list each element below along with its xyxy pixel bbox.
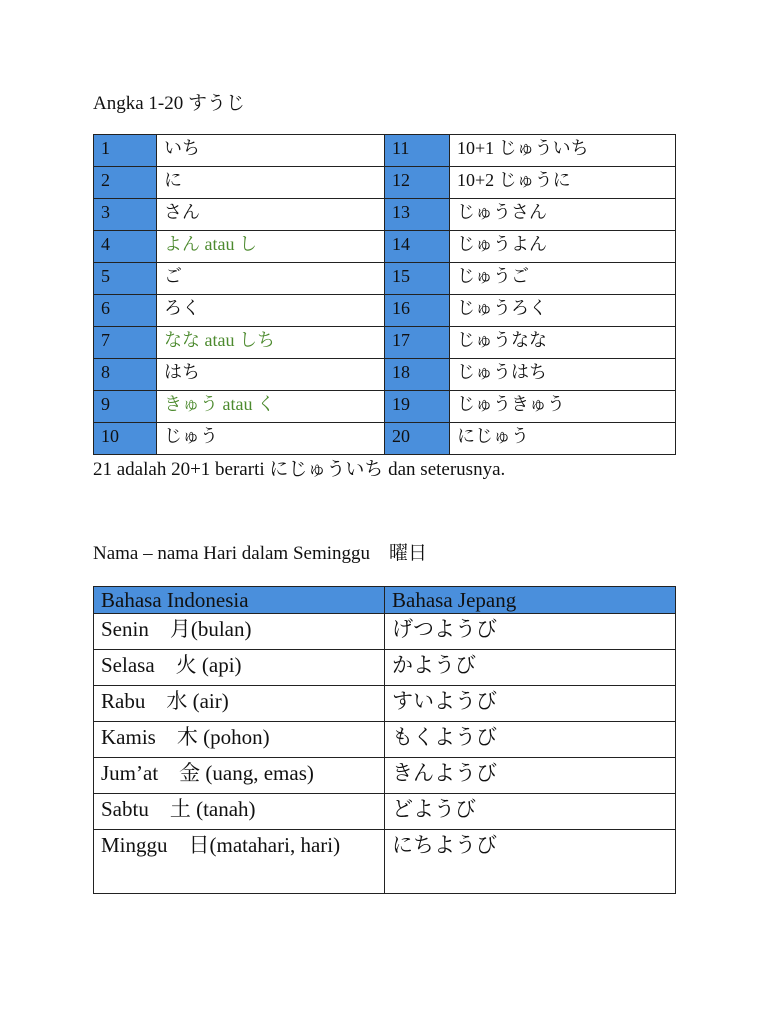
day-japanese: もくようび [385,722,676,758]
reading-cell: に [157,167,385,199]
day-japanese: にちようび [385,830,676,894]
number-cell: 9 [94,391,157,423]
number-cell: 3 [94,199,157,231]
day-japanese: げつようび [385,614,676,650]
number-cell: 2 [94,167,157,199]
table-row [94,722,676,758]
table-row [94,686,676,722]
day-indonesian: Rabu 水 (air) [94,686,385,722]
reading-cell: じゅうご [450,263,676,295]
table-row [94,263,676,295]
header-indonesian: Bahasa Indonesia [94,587,385,614]
reading-cell: 10+2 じゅうに [450,167,676,199]
numbers-table [93,134,676,455]
day-indonesian: Kamis 木 (pohon) [94,722,385,758]
day-japanese: かようび [385,650,676,686]
number-cell: 19 [385,391,450,423]
day-indonesian: Minggu 日(matahari, hari) [94,830,385,894]
table-row [94,391,676,423]
day-indonesian: Selasa 火 (api) [94,650,385,686]
number-cell: 13 [385,199,450,231]
number-cell: 17 [385,327,450,359]
day-indonesian: Senin 月(bulan) [94,614,385,650]
reading-cell: じゅうなな [450,327,676,359]
number-cell: 20 [385,423,450,455]
table-row [94,199,676,231]
table-row [94,135,676,167]
number-cell: 14 [385,231,450,263]
reading-cell-alt: よん atau し [157,231,385,263]
number-cell: 12 [385,167,450,199]
reading-cell: ご [157,263,385,295]
table-row [94,327,676,359]
table-row [94,423,676,455]
number-cell: 6 [94,295,157,327]
reading-cell: じゅうきゅう [450,391,676,423]
number-cell: 11 [385,135,450,167]
number-cell: 7 [94,327,157,359]
reading-cell: じゅうよん [450,231,676,263]
table-row [94,231,676,263]
days-table [93,586,676,894]
table-row [94,614,676,650]
reading-cell: いち [157,135,385,167]
numbers-heading: Angka 1-20 すうじ [93,93,245,114]
number-cell: 16 [385,295,450,327]
number-cell: 5 [94,263,157,295]
reading-cell: じゅうろく [450,295,676,327]
days-heading: Nama – nama Hari dalam Seminggu 曜日 [93,543,428,564]
number-cell: 18 [385,359,450,391]
header-japanese: Bahasa Jepang [385,587,676,614]
number-cell: 15 [385,263,450,295]
continuation-note: 21 adalah 20+1 berarti にじゅういち dan seterusnya. [93,459,506,480]
reading-cell: じゅうはち [450,359,676,391]
reading-cell-alt: なな atau しち [157,327,385,359]
reading-cell: さん [157,199,385,231]
day-indonesian: Sabtu 土 (tanah) [94,794,385,830]
day-japanese: きんようび [385,758,676,794]
table-header-row [94,587,676,614]
reading-cell: じゅうさん [450,199,676,231]
number-cell: 1 [94,135,157,167]
table-row [94,295,676,327]
day-japanese: どようび [385,794,676,830]
table-row [94,830,676,894]
reading-cell-alt: きゅう atau く [157,391,385,423]
reading-cell: 10+1 じゅういち [450,135,676,167]
reading-cell: はち [157,359,385,391]
number-cell: 10 [94,423,157,455]
reading-cell: ろく [157,295,385,327]
table-row [94,359,676,391]
number-cell: 4 [94,231,157,263]
table-row [94,758,676,794]
number-cell: 8 [94,359,157,391]
table-row [94,167,676,199]
table-row [94,650,676,686]
reading-cell: にじゅう [450,423,676,455]
table-row [94,794,676,830]
reading-cell: じゅう [157,423,385,455]
day-japanese: すいようび [385,686,676,722]
day-indonesian: Jum’at 金 (uang, emas) [94,758,385,794]
